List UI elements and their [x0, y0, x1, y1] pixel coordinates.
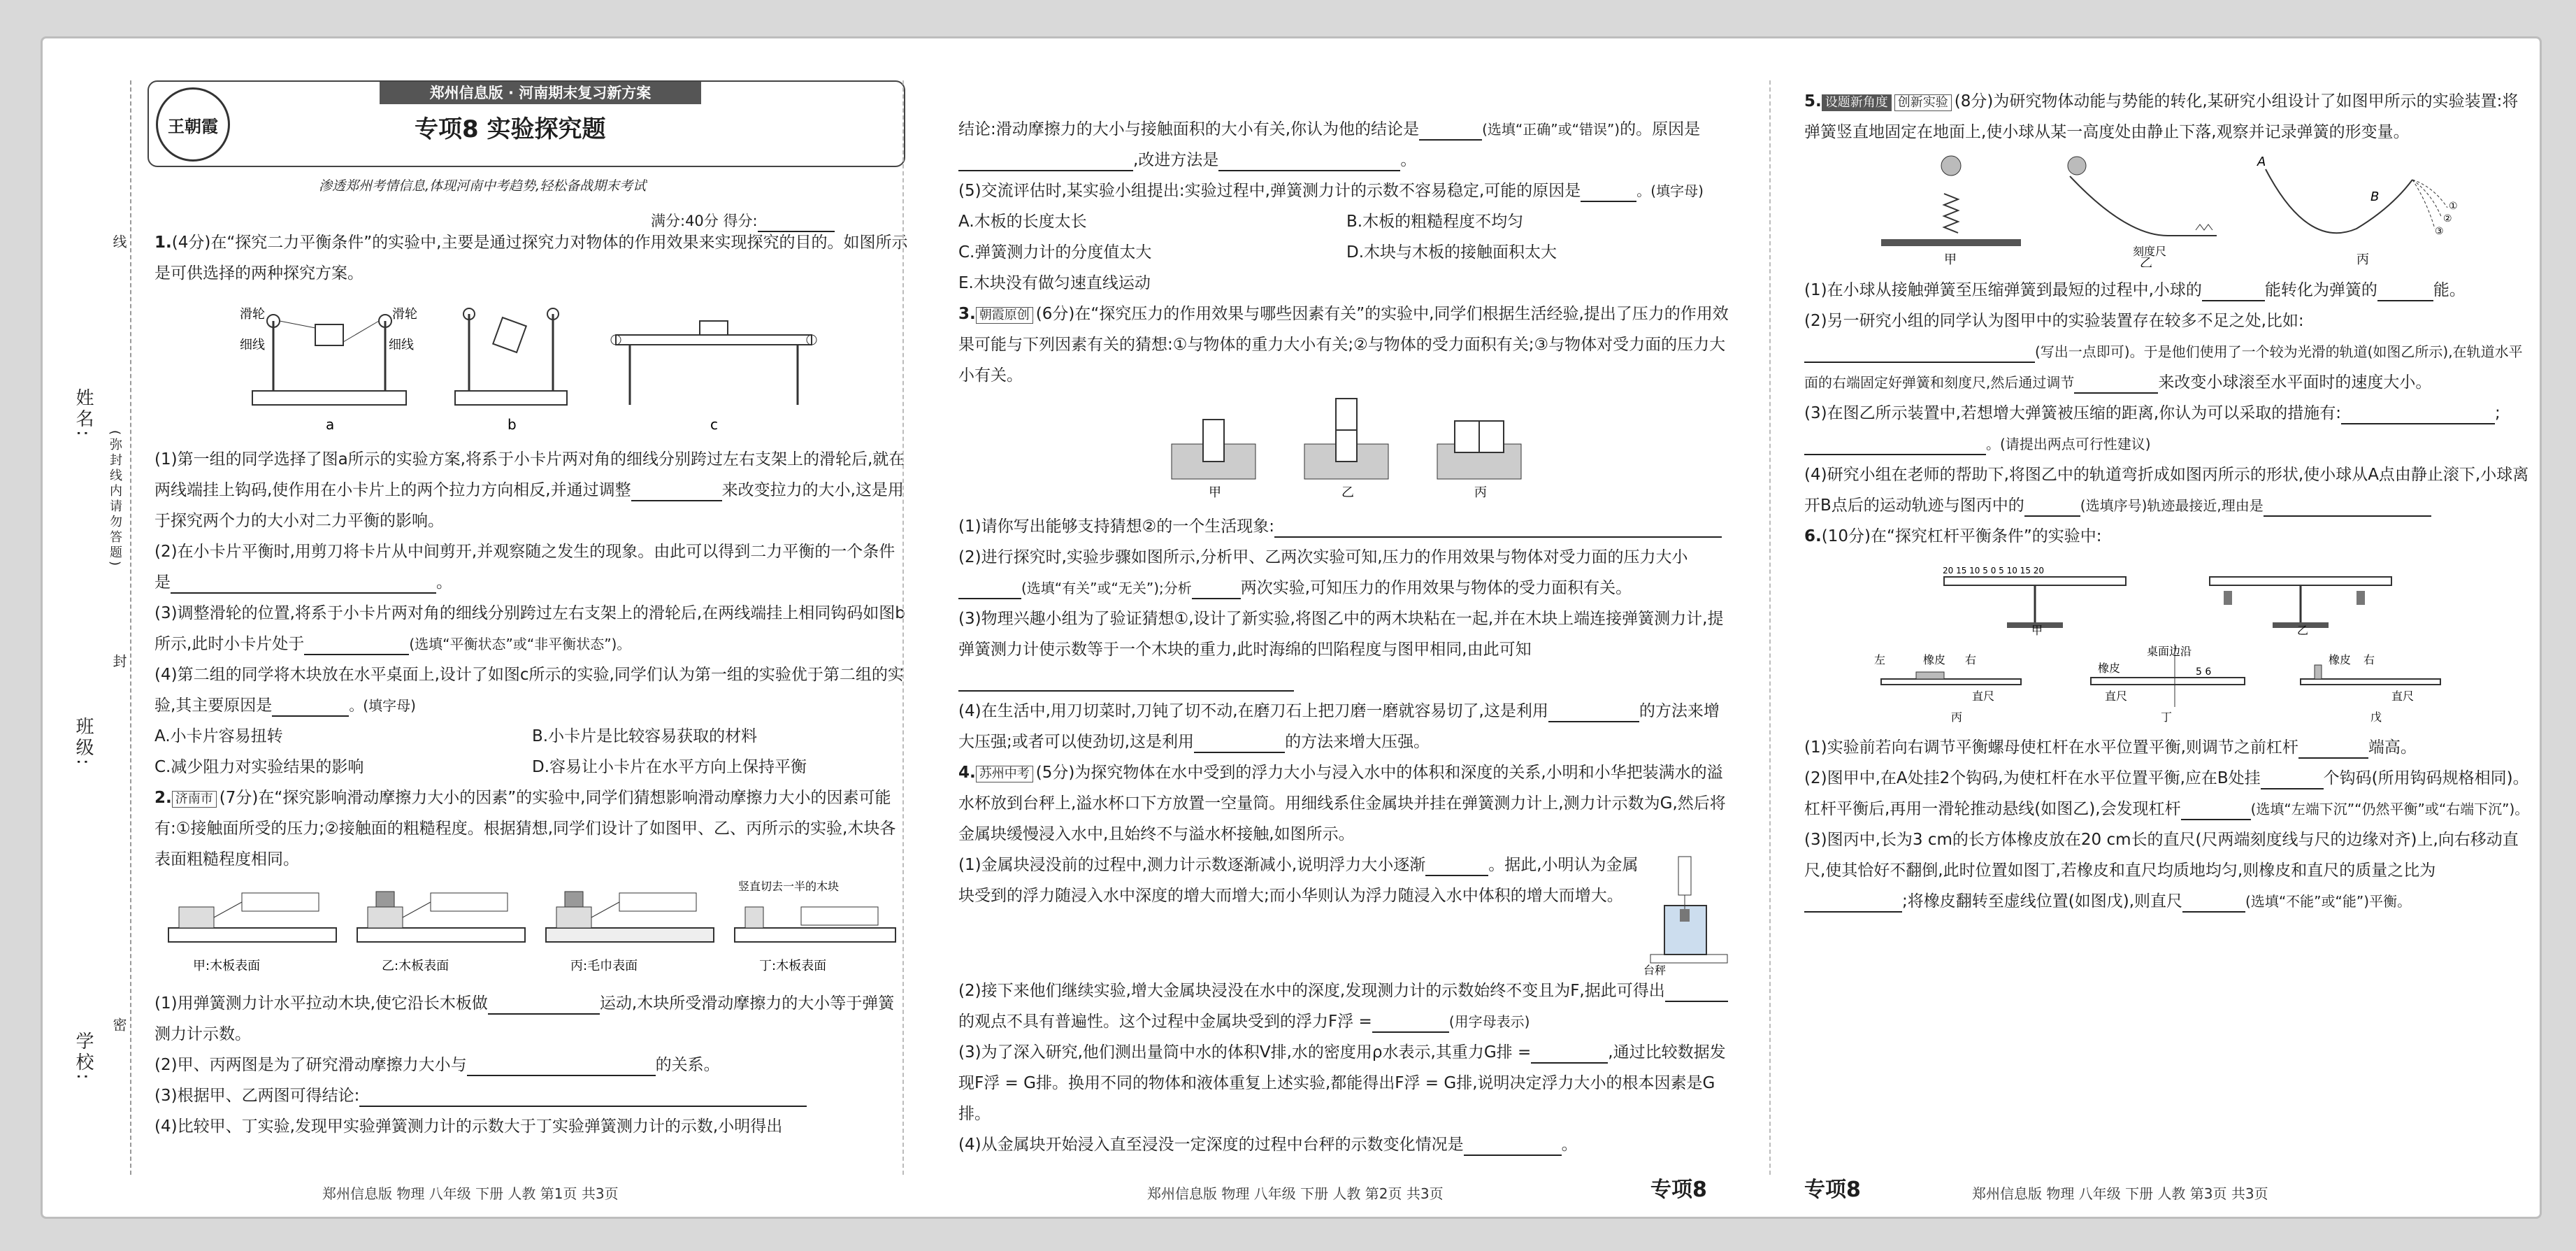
q2-p5-options [958, 206, 1734, 299]
q3-p2-hint: (选填“有关”或“无关”);分析 [1021, 580, 1192, 596]
q1-options [154, 721, 909, 782]
q6-label-ruler-wu: 直尺 [2391, 689, 2415, 703]
q4-p3-answer[interactable] [1531, 1043, 1608, 1064]
q6-caption-wu: 戊 [2370, 710, 2382, 724]
seal-note: (弥封线内请勿答题) [108, 430, 122, 569]
q3-p4-text-b: 的方法来增大压强;或者可以使劲切,这是利用 [958, 702, 1720, 751]
q2-conclusion: 结论:滑动摩擦力的大小与接触面积的大小有关,你认为他的结论是 (选填“正确”或“错误”)的。原因是,改进方法是 。 [958, 114, 1734, 176]
q2-part5 [958, 176, 1734, 206]
q6-label-ruler-ding: 直尺 [2105, 689, 2128, 703]
q3-p2-text: (2)进行探究时,实验步骤如图所示,分析甲、乙两次实验可知,压力的作用效果与物体对受力面的压力大小 [958, 548, 1688, 566]
q5-p1-text-c: 能。 [2433, 281, 2466, 299]
q5-p3-hint: 。(请提出两点可行性建议) [1986, 436, 2151, 452]
q6-p3-answer-b[interactable] [2182, 892, 2245, 913]
q6-caption-bing: 丙 [1951, 710, 1963, 724]
q1-part3 [154, 598, 909, 659]
q5-tag-innovation: 创新实验 [1894, 94, 1952, 111]
q5-caption-jia: 甲 [1944, 252, 1957, 267]
q6-p2-hint: (选填“左端下沉”“仍然平衡”或“右端下沉”)。 [2250, 801, 2529, 817]
q5-part1 [1804, 275, 2531, 306]
q5-p2-text: (2)另一研究小组的同学认为图甲中的实验装置存在较多不足之处,比如: [1804, 312, 2304, 330]
q1-fig-c [602, 293, 826, 433]
q4-figure [1643, 850, 1734, 975]
q2c-method-label: ,改进方法是 [1133, 151, 1219, 169]
q6-p3-hint: (选填“不能”或“能”)平衡。 [2245, 893, 2412, 910]
q6-fig-ding [2077, 644, 2259, 724]
q1-label-string-left: 细线 [240, 338, 265, 352]
q2-figure [154, 879, 909, 984]
q5-p1-answer-b[interactable] [2377, 280, 2433, 301]
q6-number: 6. [1804, 527, 1822, 545]
q1-p4-answer[interactable] [272, 696, 349, 717]
q2-p1-text-b: 运动,木块所受滑动摩擦力的大小等于弹簧测力计示数。 [154, 994, 895, 1043]
q5-p1-text-b: 能转化为弹簧的 [2264, 281, 2377, 299]
q4-stem [958, 757, 1734, 850]
q2-part2 [154, 1050, 909, 1080]
q1-part1 [154, 444, 909, 536]
q3-part3 [958, 603, 1734, 696]
q2-caption-yi: 乙:木板表面 [382, 959, 449, 973]
q6-label-eraser-bing: 橡皮 [1923, 653, 1946, 666]
q6-fig-yi [2196, 556, 2405, 636]
q6-p3-text-b: ;将橡皮翻转至虚线位置(如图戊),则直尺 [1902, 892, 2183, 910]
q4-p2-answer-a[interactable] [1665, 981, 1728, 1002]
q2-caption-ding: 丁:木板表面 [759, 959, 827, 973]
q4-p3-text-b: ,通过比较数据发现F浮 = G排。换用不同的物体和液体重复上述实验,都能得出F浮 = G排,说明决定浮力大小的根本因素是G排。 [958, 1043, 1726, 1123]
q4-p1-answer[interactable] [1425, 855, 1488, 876]
q2-option-d: D.木块与木板的接触面积太大 [1346, 243, 1557, 262]
q1-label-pulley-right: 滑轮 [392, 307, 417, 322]
q5-fig-yi [2056, 152, 2224, 267]
q2-fig-jia [165, 879, 340, 977]
q3-fig-yi [1301, 395, 1392, 500]
q3-p4-answer-a[interactable] [1548, 701, 1639, 722]
q3-part2 [958, 542, 1734, 603]
q4-source-tag: 苏州中考 [976, 766, 1033, 782]
q1-p1-answer[interactable] [631, 480, 722, 501]
q6-p1-text-b: 端高。 [2368, 738, 2417, 757]
slogan: 渗透郑州考情信息,体现河南中考趋势,轻松备战期末考试 [319, 178, 647, 194]
q2-part1 [154, 988, 909, 1050]
seal-line [130, 80, 131, 1175]
q2-caption-jia: 甲:木板表面 [193, 959, 261, 973]
q6-text: (10分)在“探究杠杆平衡条件”的实验中: [1821, 527, 2102, 545]
q1-p1-text-b: 来改变拉力的大小,这是用于探究两个力的大小对二力平衡的影响。 [154, 481, 904, 530]
q2-p5-hint: 。(填字母) [1636, 183, 1704, 199]
q1-fig-a [238, 293, 420, 433]
score-label: 满分:40分 得分: [651, 213, 758, 229]
q3-p2-answer-a[interactable] [958, 578, 1021, 599]
q4-p2-hint: (用字母表示) [1448, 1013, 1530, 1030]
q6-part3 [1804, 824, 2531, 917]
q3-source-tag: 朝霞原创 [976, 307, 1033, 324]
q3-p4-text-c: 的方法来增大压强。 [1285, 733, 1430, 751]
q6-p3-text: (3)图丙中,长为3 cm的长方体橡皮放在20 cm长的直尺(尺两端刻度线与尺的边缘对齐)上,向右移动直尺,使其恰好不翻倒,此时位置如图丁,若橡皮和直尺均质地均匀,则橡皮和直尺的质量之比为 [1804, 831, 2519, 880]
q6-p2-text: (2)图甲中,在A处挂2个钩码,为使杠杆在水平位置平衡,应在B处挂 [1804, 769, 2261, 787]
q5-p2-hint: (写出一点即可)。于是他们使用了一个较为光滑的轨道(如图乙所示),在轨道水平面的右端固定好弹簧和刻度尺,然后通过调节 [1804, 343, 2523, 391]
q1-p1-text: (1)第一组的同学选择了图a所示的实验方案,将系于小卡片两对角的细线分别跨过左右支架上的滑轮后,就在两线端挂上钩码,使作用在小卡片上的两个拉力方向相反,并通过调整 [154, 450, 905, 499]
column-2 [958, 114, 1734, 1154]
footer-page-3: 郑州信息版 物理 八年级 下册 人教 第3页 共3页 [1972, 1185, 2268, 1202]
q5-p3-text: (3)在图乙所示装置中,若想增大弹簧被压缩的距离,你认为可以采取的措施有: [1804, 404, 2341, 422]
q6-figure-top [1804, 556, 2531, 640]
q6-p2-answer-a[interactable] [2261, 769, 2324, 789]
q5-p2-answer-b[interactable] [2074, 373, 2158, 394]
q5-point-b: B [2370, 190, 2380, 204]
q6-caption-yi: 乙 [2297, 624, 2309, 636]
q5-fig-bing [2252, 152, 2461, 267]
q1-text: (4分)在“探究二力平衡条件”的实验中,主要是通过探究力对物体的作用效果来实现探究的目的。如图所示是可供选择的两种探究方案。 [154, 234, 908, 283]
q2c-answer-reason[interactable] [958, 150, 1133, 171]
column-1 [154, 227, 909, 1136]
q1-p2-text: (2)在小卡片平衡时,用剪刀将卡片从中间剪开,并观察随之发生的现象。由此可以得到二力平衡的一个条件是 [154, 543, 895, 592]
fold-line-1 [902, 80, 904, 1175]
q4-p1-text-b: 。据此,小明认为金属块受到的浮力随浸入水中深度的增大而增大;而小华则认为浮力随浸入水中体积的增大而增大。 [958, 856, 1639, 905]
q3-caption-jia: 甲 [1209, 485, 1221, 500]
header-box [147, 80, 905, 167]
q4-p4-answer[interactable] [1464, 1135, 1562, 1156]
q6-fig-wu [2287, 644, 2468, 724]
q1-label-string-right: 细线 [389, 338, 414, 352]
q5-caption-yi: 乙 [2140, 256, 2152, 267]
q5-fig-jia [1874, 152, 2028, 267]
q2-number: 2. [154, 789, 172, 807]
q2-p4-text: (4)比较甲、丁实验,发现甲实验弹簧测力计的示数大于丁实验弹簧测力计的示数,小明得出 [154, 1117, 783, 1136]
q1-option-a: A.小卡片容易扭转 [154, 727, 283, 745]
q5-part4 [1804, 459, 2531, 521]
q2-p1-answer[interactable] [488, 994, 600, 1015]
q6-caption-ding: 丁 [2161, 710, 2173, 724]
q3-fig-jia [1168, 395, 1259, 500]
q3-p3-text: (3)物理兴趣小组为了验证猜想①,设计了新实验,将图乙中的两木块粘在一起,并在木块上端连接弹簧测力计,提弹簧测力计使示数等于一个木块的重力,此时海绵的凹陷程度与图甲相同,由此可知 [958, 610, 1724, 659]
q5-p2-answer-a[interactable] [1804, 342, 2035, 363]
q2-caption-bing: 丙:毛巾表面 [570, 959, 638, 973]
q1-option-b: B.小卡片是比较容易获取的材料 [532, 727, 758, 745]
q6-part2 [1804, 763, 2531, 824]
q5-p4-text: (4)研究小组在老师的帮助下,将图乙中的轨道弯折成如图丙所示的形状,使小球从A点由静止滚下,小球离开B点后的运动轨迹与图丙中的 [1804, 466, 2529, 515]
q2c-answer-method[interactable] [1218, 150, 1400, 171]
q5-p1-answer-a[interactable] [2202, 280, 2265, 301]
q4-p2-answer-b[interactable] [1372, 1012, 1449, 1033]
q5-stem [1804, 86, 2531, 148]
q3-p2-text-b: 两次实验,可知压力的作用效果与物体的受力面积有关。 [1240, 579, 1632, 597]
q1-p2-answer[interactable] [171, 573, 436, 594]
column-3 [1804, 86, 2531, 1133]
q5-p3-answer-a[interactable] [2341, 403, 2495, 424]
q5-text: (8分)为研究物体动能与势能的转化,某研究小组设计了如图甲所示的实验装置:将弹簧竖直地固定在地面上,使小球从某一高度处由静止下落,观察并记录弹簧的形变量。 [1804, 92, 2519, 141]
seal-mark-3: 密 [110, 1017, 127, 1034]
q2-text: (7分)在“探究影响滑动摩擦力大小的因素”的实验中,同学们猜想影响滑动摩擦力大小的因素可能有:①接触面所受的压力;②接触面的粗糙程度。根据猜想,同学们设计了如图甲、乙、丙所示的实验,木块各表面粗糙程度相同。 [154, 789, 896, 868]
q4-label-scale: 台秤 [1643, 964, 1667, 975]
q1-caption-c: c [710, 416, 718, 433]
q6-label-left: 左 [1874, 653, 1886, 666]
q6-stem [1804, 521, 2531, 552]
q1-p4-hint: 。(填字母) [349, 697, 416, 714]
q5-label-ruler: 刻度尺 [2133, 245, 2167, 258]
q3-part1 [958, 511, 1734, 542]
q3-caption-yi: 乙 [1341, 485, 1354, 500]
q6-label-right-bing: 右 [1965, 653, 1977, 666]
q5-point-a: A [2257, 155, 2266, 169]
q4-part2 [958, 975, 1734, 1037]
q1-label-pulley-left: 滑轮 [240, 307, 265, 322]
q3-number: 3. [958, 305, 976, 323]
q2-stem [154, 782, 909, 875]
school-label: 学校: [73, 1031, 94, 1082]
q4-part4: (4)从金属块开始浸入直至浸没一定深度的过程中台秤的示数变化情况是 。 [958, 1129, 1734, 1160]
q3-fig-bing [1434, 395, 1525, 500]
name-label: 姓名: [73, 388, 94, 439]
header-banner: 郑州信息版 · 河南期末复习新方案 [380, 82, 701, 104]
q3-p4-text: (4)在生活中,用刀切菜时,刀钝了切不动,在磨刀石上把刀磨一磨就容易切了,这是利用 [958, 702, 1548, 720]
q2-p2-text: (2)甲、丙两图是为了研究滑动摩擦力大小与 [154, 1056, 467, 1074]
q5-part2 [1804, 306, 2531, 398]
q4-p1-text: (1)金属块浸没前的过程中,测力计示数逐渐减小,说明浮力大小逐渐 [958, 856, 1426, 874]
q2-p5-text: (5)交流评估时,某实验小组提出:实验过程中,弹簧测力计的示数不容易稳定,可能的原因是 [958, 182, 1581, 200]
page-title: 专项8 实验探究题 [415, 115, 606, 143]
class-label: 班级: [73, 717, 94, 768]
q3-text: (6分)在“探究压力的作用效果与哪些因素有关”的实验中,同学们根据生活经验,提出了压力的作用效果可能与下列因素有关的猜想:①与物体的重力大小有关;②与物体的受力面积有关;③与物体对受力面的压力大小有关。 [958, 305, 1729, 385]
q6-p1-answer[interactable] [2298, 738, 2368, 759]
footer-tag-left: 专项8 [1650, 1178, 1707, 1202]
q1-part4 [154, 659, 909, 721]
q5-part3: (3)在图乙所示装置中,若想增大弹簧被压缩的距离,你认为可以采取的措施有: ;。(请提出两点可行性建议) [1804, 398, 2531, 459]
q3-p1-answer[interactable] [1274, 517, 1722, 538]
q3-caption-bing: 丙 [1474, 485, 1487, 500]
q5-p4-hint: (选填序号)轨迹最接近,理由是 [2080, 497, 2264, 514]
q2-source-tag: 济南市 [172, 791, 217, 808]
q2-part3 [154, 1080, 909, 1111]
q6-part1 [1804, 732, 2531, 763]
q1-caption-a: a [326, 416, 335, 433]
q2-part4 [154, 1111, 909, 1142]
q2c-hint: (选填“正确”或“错误”) [1482, 121, 1620, 138]
footer-tag-right: 专项8 [1804, 1178, 1861, 1202]
q2c-reason-label: 的。原因是 [1620, 120, 1701, 138]
q6-p3-answer-a[interactable] [1804, 892, 1902, 913]
q5-tag-new-angle: 设题新角度 [1822, 94, 1892, 111]
q4-text: (5分)为探究物体在水中受到的浮力大小与浸入水中的体积和深度的关系,小明和小华把装满水的溢水杯放到台秤上,溢水杯口下方放置一空量筒。用细线系住金属块并挂在弹簧测力计上,测力计示数为G,然后将金属块缓慢浸入水中,且始终不与溢水杯接触,如图所示。 [958, 764, 1726, 843]
q5-figure [1804, 152, 2531, 271]
q1-p3-answer[interactable] [304, 634, 409, 655]
q1-option-c: C.减少阻力对实验结果的影响 [154, 758, 364, 776]
q5-path-2: ② [2443, 213, 2452, 224]
q3-p2-answer-b[interactable] [1192, 578, 1241, 599]
fold-line-2 [1769, 80, 1771, 1175]
q1-p3-hint: (选填“平衡状态”或“非平衡状态”)。 [409, 636, 631, 652]
q5-number: 5. [1804, 92, 1822, 110]
q3-part4 [958, 696, 1734, 757]
q2-p3-text: (3)根据甲、乙两图可得结论: [154, 1087, 360, 1105]
footer-page-2: 郑州信息版 物理 八年级 下册 人教 第2页 共3页 [1147, 1185, 1444, 1202]
q5-p3-answer-b[interactable] [1804, 434, 1986, 455]
q1-figure [154, 293, 909, 440]
q2-p5-answer[interactable] [1581, 181, 1636, 202]
q6-fig-bing [1867, 644, 2049, 724]
q5-path-3: ③ [2435, 226, 2444, 237]
q6-label-right-wu: 右 [2363, 653, 2375, 666]
q1-p3-text: (3)调整滑轮的位置,将系于小卡片两对角的细线分别跨过左右支架上的滑轮后,在两线端挂上相同钩码如图b所示,此时小卡片处于 [154, 604, 905, 653]
q3-p4-answer-b[interactable] [1194, 732, 1285, 753]
q6-label-eraser-wu: 橡皮 [2329, 653, 2352, 666]
q4-number: 4. [958, 764, 976, 782]
q2-option-c: C.弹簧测力计的分度值太大 [958, 243, 1152, 262]
q6-label-eraser-ding: 橡皮 [2098, 662, 2121, 675]
q2c-answer-judge[interactable] [1419, 120, 1482, 141]
q2-p2-text-b: 的关系。 [655, 1056, 720, 1074]
q6-p2-answer-b[interactable] [2181, 799, 2251, 820]
q4-part3 [958, 1037, 1734, 1129]
q2-p2-answer[interactable] [467, 1055, 656, 1076]
q3-figure [958, 395, 1734, 507]
q4-p2-text: (2)接下来他们继续实验,增大金属块浸没在水中的深度,发现测力计的示数始终不变且为F,据此可得出 [958, 982, 1665, 1000]
q6-p1-text: (1)实验前若向右调节平衡螺母使杠杆在水平位置平衡,则调节之前杠杆 [1804, 738, 2298, 757]
q2-p1-text: (1)用弹簧测力计水平拉动木块,使它沿长木板做 [154, 994, 488, 1013]
q6-label-table-edge: 桌面边沿 [2147, 645, 2192, 658]
q2-option-b: B.木板的粗糙程度不均匀 [1346, 213, 1524, 231]
q2-p3-answer[interactable] [359, 1086, 807, 1107]
q4-p4-text: (4)从金属块开始浸入直至浸没一定深度的过程中台秤的示数变化情况是 [958, 1136, 1464, 1154]
q1-fig-b [448, 293, 574, 433]
q2-fig-yi [354, 879, 528, 977]
q5-p2-text-b: 来改变小球滚至水平面时的速度大小。 [2158, 373, 2432, 392]
q6-p2-text-b: 个钩码(所用钩码规格相同)。杠杆平衡后,再用一滑轮推动悬线(如图乙),会发现杠杆 [1804, 769, 2529, 818]
q6-caption-jia: 甲 [2031, 624, 2043, 636]
q6-ruler-marks: 5 6 [2196, 666, 2212, 678]
exam-sheet [41, 36, 2542, 1219]
q1-option-d: D.容易让小卡片在水平方向上保持平衡 [532, 758, 807, 776]
q3-stem [958, 299, 1734, 391]
q1-part2: (2)在小卡片平衡时,用剪刀将卡片从中间剪开,并观察随之发生的现象。由此可以得到二力平衡的一个条件是 。 [154, 536, 909, 598]
q6-scale-jia: 20 15 10 5 0 5 10 15 20 [1943, 566, 2045, 576]
logo: 王朝霞 [156, 87, 230, 162]
q6-fig-jia [1930, 556, 2140, 636]
q6-label-ruler-bing: 直尺 [1972, 689, 1995, 703]
q2-option-e: E.木块没有做匀速直线运动 [958, 274, 1151, 292]
q3-p1-text: (1)请你写出能够支持猜想②的一个生活现象: [958, 517, 1274, 536]
seal-mark-2: 封 [110, 654, 127, 671]
q2-option-a: A.木板的长度太长 [958, 213, 1087, 231]
q1-number: 1. [154, 234, 172, 252]
q2c-text: 结论:滑动摩擦力的大小与接触面积的大小有关,你认为他的结论是 [958, 120, 1420, 138]
q5-p1-text: (1)在小球从接触弹簧至压缩弹簧到最短的过程中,小球的 [1804, 281, 2202, 299]
q6-figure-bottom [1804, 644, 2531, 728]
q1-p4-text: (4)第二组的同学将木块放在水平桌面上,设计了如图c所示的实验,同学们认为第一组的实验优于第二组的实验,其主要原因是 [154, 666, 904, 715]
q4-part1 [958, 850, 1643, 975]
q5-p4-answer-b[interactable] [2264, 496, 2431, 517]
q4-p2-text-b: 的观点不具有普遍性。这个过程中金属块受到的浮力F浮 = [958, 1013, 1372, 1031]
q5-path-1: ① [2449, 201, 2458, 212]
q2-fig-bing [542, 879, 717, 977]
footer-page-1: 郑州信息版 物理 八年级 下册 人教 第1页 共3页 [322, 1185, 619, 1202]
q5-p4-answer-a[interactable] [2024, 496, 2080, 517]
q4-p3-text: (3)为了深入研究,他们测出量筒中水的体积V排,水的密度用ρ水表示,其重力G排 = [958, 1043, 1532, 1061]
q2-fig-ding [731, 879, 899, 977]
q1-stem [154, 227, 909, 289]
q2-note-half-block: 竖直切去一半的木块 [738, 880, 840, 893]
seal-mark-1: 线 [110, 234, 127, 251]
q4-part1-block [958, 850, 1734, 975]
q1-caption-b: b [508, 416, 517, 433]
q5-caption-bing: 丙 [2356, 252, 2369, 267]
q3-p3-answer[interactable] [958, 671, 1294, 692]
